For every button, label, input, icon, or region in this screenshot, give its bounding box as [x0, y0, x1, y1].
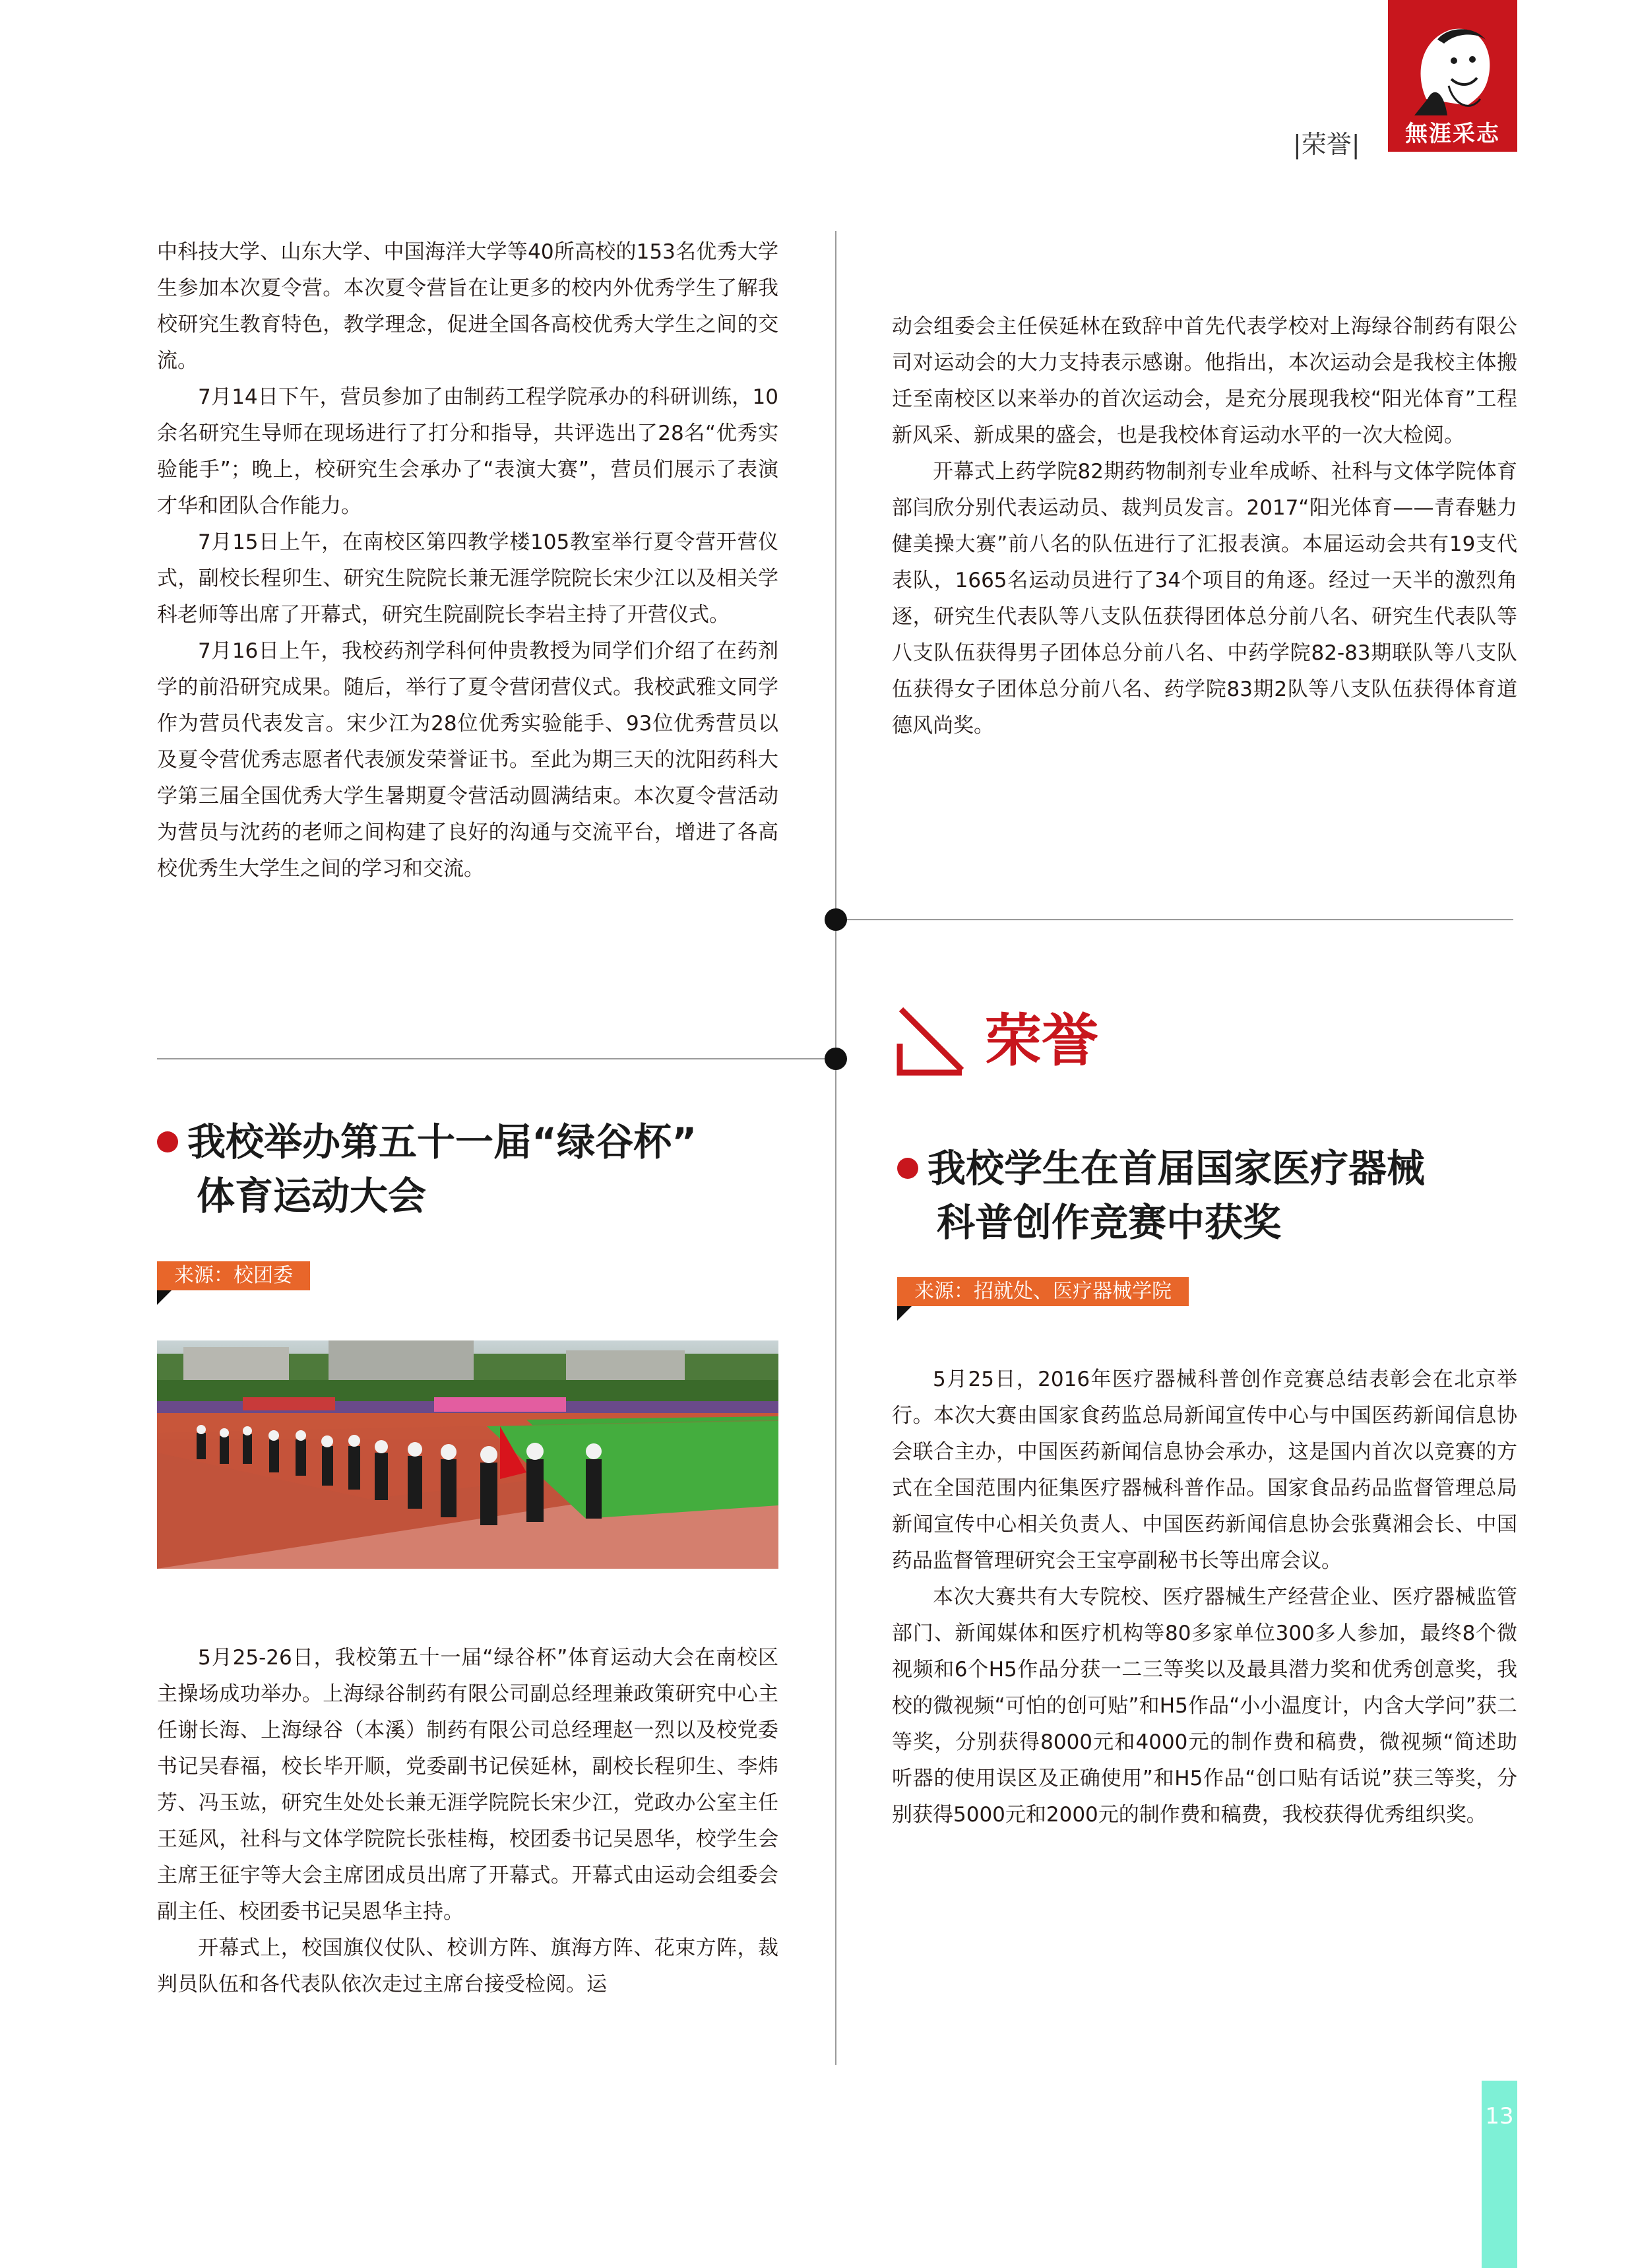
separator-dot: [825, 1048, 847, 1070]
right-article-title: 我校学生在首届国家医疗器械 科普创作竞赛中获奖: [897, 1141, 1524, 1249]
column-divider: [835, 231, 836, 2065]
left-separator: [157, 1058, 836, 1059]
paragraph: 7月15日上午，在南校区第四教学楼105教室举行夏令营开营仪式，副校长程卯生、研究生院院长兼无涯学院院长宋少江以及相关学科老师等出席了开幕式，研究生院副院长李岩主持了开营仪式。: [157, 530, 778, 627]
left-article-title: 我校举办第五十一届“绿谷杯” 体育运动大会: [157, 1115, 790, 1223]
left-article-body: [157, 1640, 778, 2003]
title-bullet-icon: [897, 1158, 918, 1179]
paragraph: 7月14日下午，营员参加了由制药工程学院承办的科研训练，10余名研究生导师在现场进行了打分和指导，共评选出了28名“优秀实验能手”；晚上，校研究生会承办了“表演大赛”，营员们展示了表演才华和团队合作能力。: [157, 385, 778, 518]
separator-dot: [825, 908, 847, 931]
right-article-body: [892, 1362, 1517, 1833]
paragraph: 动会组委会主任侯延林在致辞中首先代表学校对上海绿谷制药有限公司对运动会的大力支持表示感谢。他指出，本次运动会是我校主体搬迁至南校区以来举办的首次运动会，是充分展现我校“阳光体育”工程新风采、新成果的盛会，也是我校体育运动水平的一次大检阅。: [892, 315, 1517, 447]
left-source-badge: 来源：校团委: [157, 1261, 310, 1290]
right-source-badge: 来源：招就处、医疗器械学院: [897, 1277, 1189, 1306]
title-bullet-icon: [157, 1131, 178, 1152]
paragraph: 5月25-26日，我校第五十一届“绿谷杯”体育运动大会在南校区主操场成功举办。上海绿谷制药有限公司副总经理兼政策研究中心主任谢长海、上海绿谷（本溪）制药有限公司总经理赵一烈以及校党委书记吴春福，校长毕开顺，党委副书记侯延林，副校长程卯生、李炜芳、冯玉竑，研究生处处长兼无涯学院院长宋少江，党政办公室主任王延风，社科与文体学院院长张桂梅，校团委书记吴恩华，校学生会主席王征宇等大会主席团成员出席了开幕式。开幕式由运动会组委会副主任、校团委书记吴恩华主持。: [157, 1646, 778, 1924]
section-heading-text: 荣誉: [985, 1008, 1098, 1074]
portrait-illustration-icon: [1388, 0, 1517, 115]
right-intro-text: [892, 309, 1517, 744]
paragraph: 开幕式上，校国旗仪仗队、校训方阵、旗海方阵、花束方阵，裁判员队伍和各代表队依次走过主席台接受检阅。运: [157, 1936, 778, 1996]
left-intro-text: [157, 234, 778, 887]
source-tail: [897, 1306, 912, 1321]
right-separator: [836, 919, 1513, 920]
paragraph: 开幕式上药学院82期药物制剂专业牟成峤、社科与文体学院体育部闫欣分别代表运动员、裁判员发言。2017“阳光体育——青春魅力健美操大赛”前八名的队伍进行了汇报表演。本届运动会共有19支代表队，1665名运动员进行了34个项目的角逐。经过一天半的激烈角逐，研究生代表队等八支队伍获得团体总分前八名、研究生代表队等八支队伍获得男子团体总分前八名、中药学院82-83期联队等八支队伍获得女子团体总分前八名、药学院83期2队等八支队伍获得体育道德风尚奖。: [892, 460, 1517, 738]
source-tail: [157, 1290, 172, 1305]
paragraph: 本次大赛共有大专院校、医疗器械生产经营企业、医疗器械监管部门、新闻媒体和医疗机构等80多家单位300多人参加，最终8个微视频和6个H5作品分获一二三等奖以及最具潜力奖和优秀创意奖，我校的微视频“可怕的创可贴”和H5作品“小小温度计，内含大学问”获二等奖，分别获得8000元和4000元的制作费和稿费，微视频“简述助听器的使用误区及正确使用”和H5作品“创口贴有话说”获三等奖，分别获得5000元和2000元的制作费和稿费，我校获得优秀组织奖。: [892, 1585, 1517, 1827]
sports-meet-photo: [157, 1340, 778, 1569]
page-number: 13: [1485, 2103, 1514, 2129]
magazine-name: 無涯采志: [1405, 121, 1500, 147]
arrow-down-right-icon: [896, 1004, 968, 1077]
page-number-tab: [1482, 2081, 1517, 2268]
header-section-label: |荣誉|: [1293, 130, 1360, 159]
paragraph: 7月16日上午，我校药剂学科何仲贵教授为同学们介绍了在药剂学的前沿研究成果。随后，举行了夏令营闭营仪式。我校武雅文同学作为营员代表发言。宋少江为28位优秀实验能手、93位优秀营员以及夏令营优秀志愿者代表颁发荣誉证书。至此为期三天的沈阳药科大学第三届全国优秀大学生暑期夏令营活动圆满结束。本次夏令营活动为营员与沈药的老师之间构建了良好的沟通与交流平台，增进了各高校优秀生大学生之间的学习和交流。: [157, 639, 778, 881]
magazine-logo: [1388, 0, 1517, 152]
paragraph: 中科技大学、山东大学、中国海洋大学等40所高校的153名优秀大学生参加本次夏令营。本次夏令营旨在让更多的校内外优秀学生了解我校研究生教育特色，教学理念，促进全国各高校优秀大学生之间的交流。: [157, 240, 778, 373]
paragraph: 5月25日，2016年医疗器械科普创作竞赛总结表彰会在北京举行。本次大赛由国家食药监总局新闻宣传中心与中国医药新闻信息协会联合主办，中国医药新闻信息协会承办，这是国内首次以竞赛的方式在全国范围内征集医疗器械科普作品。国家食品药品监督管理总局新闻宣传中心相关负责人、中国医药新闻信息协会张冀湘会长、中国药品监督管理研究会王宝亭副秘书长等出席会议。: [892, 1368, 1517, 1573]
